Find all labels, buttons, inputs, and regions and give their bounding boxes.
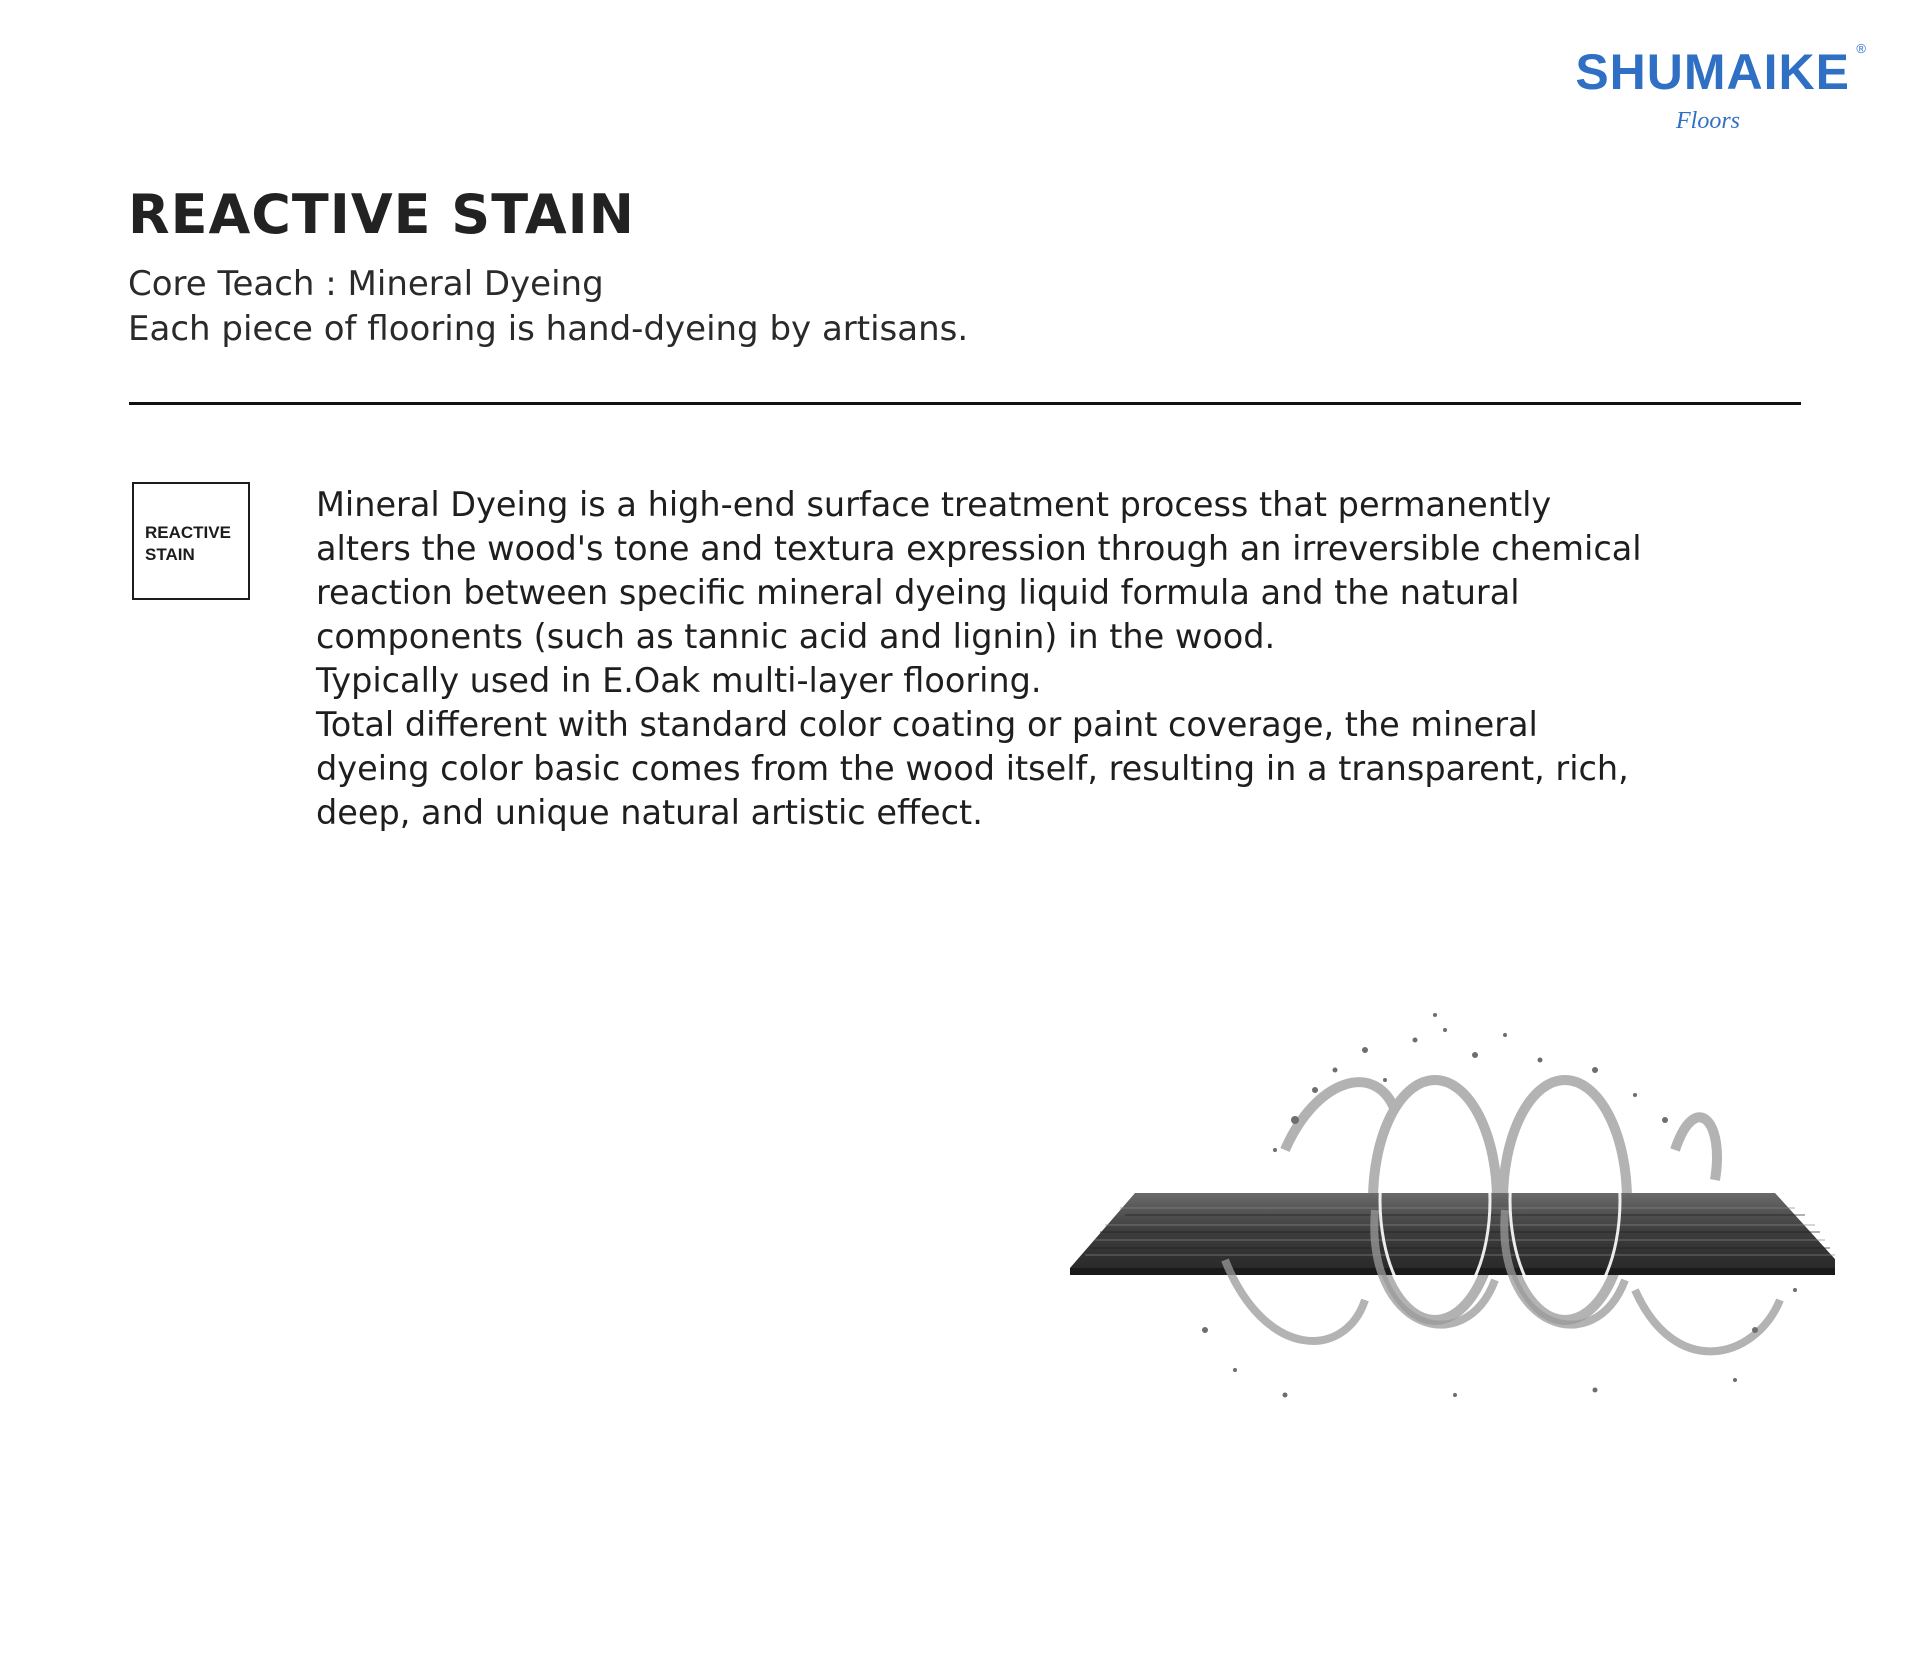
label-line-2: STAIN [145, 545, 195, 564]
description-paragraph-2: Typically used in E.Oak multi-layer flooring. [316, 661, 1042, 700]
page-title: REACTIVE STAIN [128, 183, 635, 246]
brand-logo [1540, 42, 1880, 142]
wood-plank-water-splash-image [1035, 1000, 1835, 1420]
section-divider [129, 402, 1801, 405]
description [316, 483, 1656, 835]
brand-name: SHUMAIKE [1575, 44, 1850, 100]
splash-illustration-svg [1035, 1000, 1835, 1420]
core-tech-line: Core Teach : Mineral Dyeing [128, 264, 604, 304]
description-paragraph-3: Total different with standard color coating or paint coverage, the mineral dyeing color basic comes from the wood itself, resulting in a transparent, rich, deep, and unique natural artistic effect. [316, 705, 1629, 832]
reactive-stain-label-box [132, 482, 250, 600]
description-paragraph-1: Mineral Dyeing is a high-end surface treatment process that permanently alters the wood's tone and textura expression through an irreversible chemical reaction between specific mineral dyeing liquid formula and the natural components (such as tannic acid and lignin) in the wood. [316, 485, 1642, 656]
label-line-1: REACTIVE [145, 523, 231, 542]
wood-plank [1070, 1193, 1835, 1275]
subtitle-block [128, 262, 968, 352]
registered-mark: ® [1856, 41, 1866, 56]
hand-dyeing-line: Each piece of flooring is hand-dyeing by artisans. [128, 309, 969, 349]
brand-subtitle: Floors [1675, 108, 1740, 134]
